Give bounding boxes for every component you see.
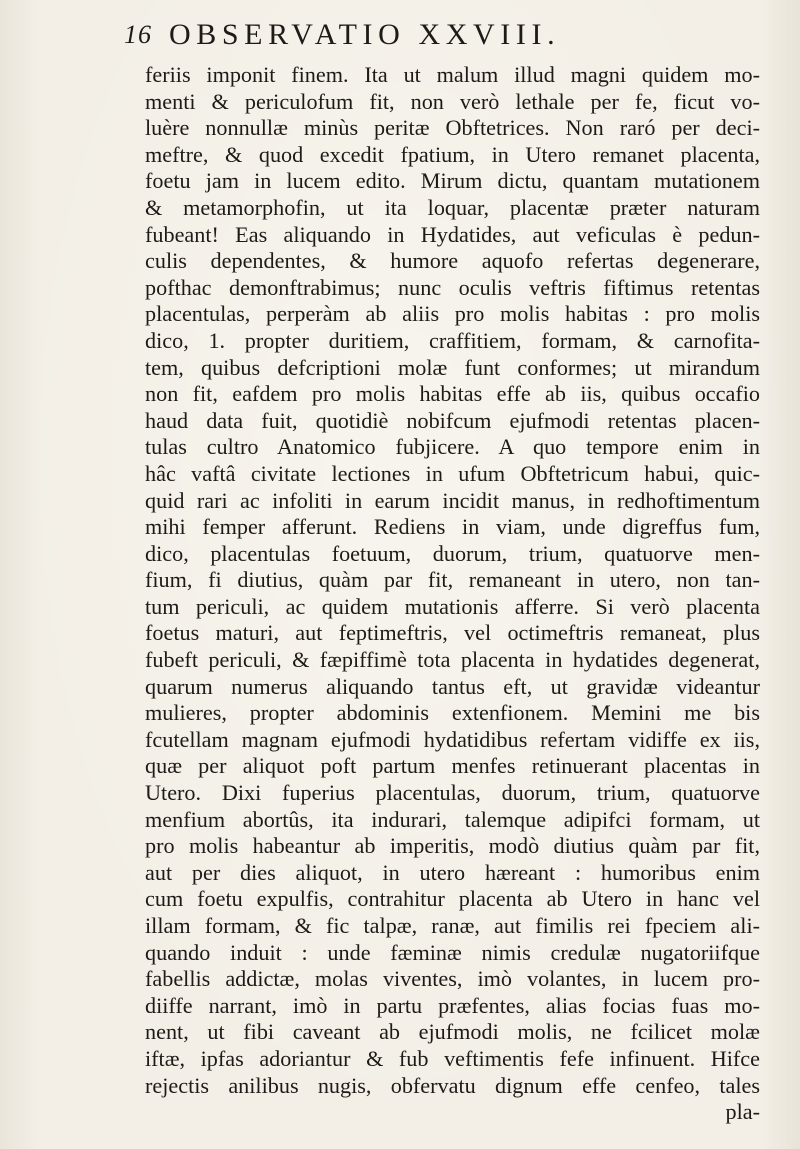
catchword: pla- [725,1099,760,1125]
text-line: foetu jam in lucem edito. Mirum dictu, quantam mutationem [145,168,760,194]
text-line: tulas cultro Anatomico fubjicere. A quo tempore enim in [145,434,760,460]
page-number: 16 [124,20,152,49]
body-text [145,62,760,1126]
text-line: iftæ, ipfas adoriantur & fub veftimentis fefe infinuent. Hifce [145,1045,760,1071]
text-line: quarum numerus aliquando tantus eft, ut gravidæ videantur [145,673,760,699]
text-line: quæ per aliquot poft partum menfes retinuerant placentas in [145,753,760,779]
text-line: nent, ut fibi caveant ab ejufmodi molis, ne fcilicet molæ [145,1019,760,1045]
text-line: fium, fi diutius, quàm par fit, remaneant in utero, non tan- [145,567,760,593]
text-line: hâc vaftâ civitate lectiones in ufum Obftetricum habui, quic- [145,460,760,486]
text-line: dico, placentulas foetuum, duorum, trium, quatuorve men- [145,540,760,566]
text-line: dico, 1. propter duritiem, craffitiem, formam, & carnofita- [145,327,760,353]
text-line: luère nonnullæ minùs peritæ Obftetrices. Non raró per deci- [145,115,760,141]
text-line: fabellis addictæ, molas viventes, imò volantes, in lucem pro- [145,966,760,992]
text-line: fubeft periculi, & fæpiffimè tota placenta in hydatides degenerat, [145,647,760,673]
text-line: pofthac demonftrabimus; nunc oculis veftris fiftimus retentas [145,274,760,300]
text-line: mulieres, propter abdominis extenfionem. Memini me bis [145,700,760,726]
text-line: illam formam, & fic talpæ, ranæ, aut fimilis rei fpeciem ali- [145,913,760,938]
text-line: quando induit : unde fæminæ nimis credulæ nugatoriifque [145,939,760,965]
text-line: placentulas, perperàm ab aliis pro molis habitas : pro molis [145,301,760,327]
text-line: meftre, & quod excedit fpatium, in Utero remanet placenta, [145,141,760,167]
text-line: feriis imponit finem. Ita ut malum illud magni quidem mo- [145,62,760,87]
running-title: OBSERVATIO XXVIII. [169,18,561,51]
text-line: non fit, eafdem pro molis habitas effe ab iis, quibus occafio [145,381,760,407]
text-line: mihi femper afferunt. Rediens in viam, unde digreffus fum, [145,514,760,540]
text-line: rejectis anilibus nugis, obfervatu dignum effe cenfeo, tales [145,1072,760,1098]
text-line: tem, quibus defcriptioni molæ funt conformes; ut mirandum [145,354,760,380]
text-line: menfium abortûs, ita indurari, talemque adipifci formam, ut [145,806,760,832]
text-line: fcutellam magnam ejufmodi hydatidibus refertam vidiffe ex iis, [145,726,760,752]
text-line: tum periculi, ac quidem mutationis afferre. Si verò placenta [145,593,760,619]
text-line: quid rari ac infoliti in earum incidit manus, in redhoftimentum [145,487,760,513]
text-line: culis dependentes, & humore aquofo refertas degenerare, [145,248,760,274]
text-line: & metamorphofin, ut ita loquar, placentæ præter naturam [145,194,760,220]
text-line: fubeant! Eas aliquando in Hydatides, aut veficulas è pedun- [145,221,760,247]
text-line: Utero. Dixi fuperius placentulas, duorum, trium, quatuorve [145,780,760,806]
text-line: haud data fuit, quotidiè nobifcum ejufmodi retentas placen- [145,407,760,433]
text-line: cum foetu expulfis, contrahitur placenta ab Utero in hanc vel [145,886,760,912]
text-line: foetus maturi, aut feptimeftris, vel octimeftris remaneat, plus [145,620,760,646]
text-line: aut per dies aliquot, in utero hæreant : humoribus enim [145,859,760,885]
page-header [124,0,684,60]
text-line: diiffe narrant, imò in partu præfentes, alias focias fuas mo- [145,992,760,1018]
text-line: menti & periculofum fit, non verò lethale per fe, ficut vo- [145,88,760,114]
text-line: pro molis habeantur ab imperitis, modò diutius quàm par fit, [145,833,760,859]
